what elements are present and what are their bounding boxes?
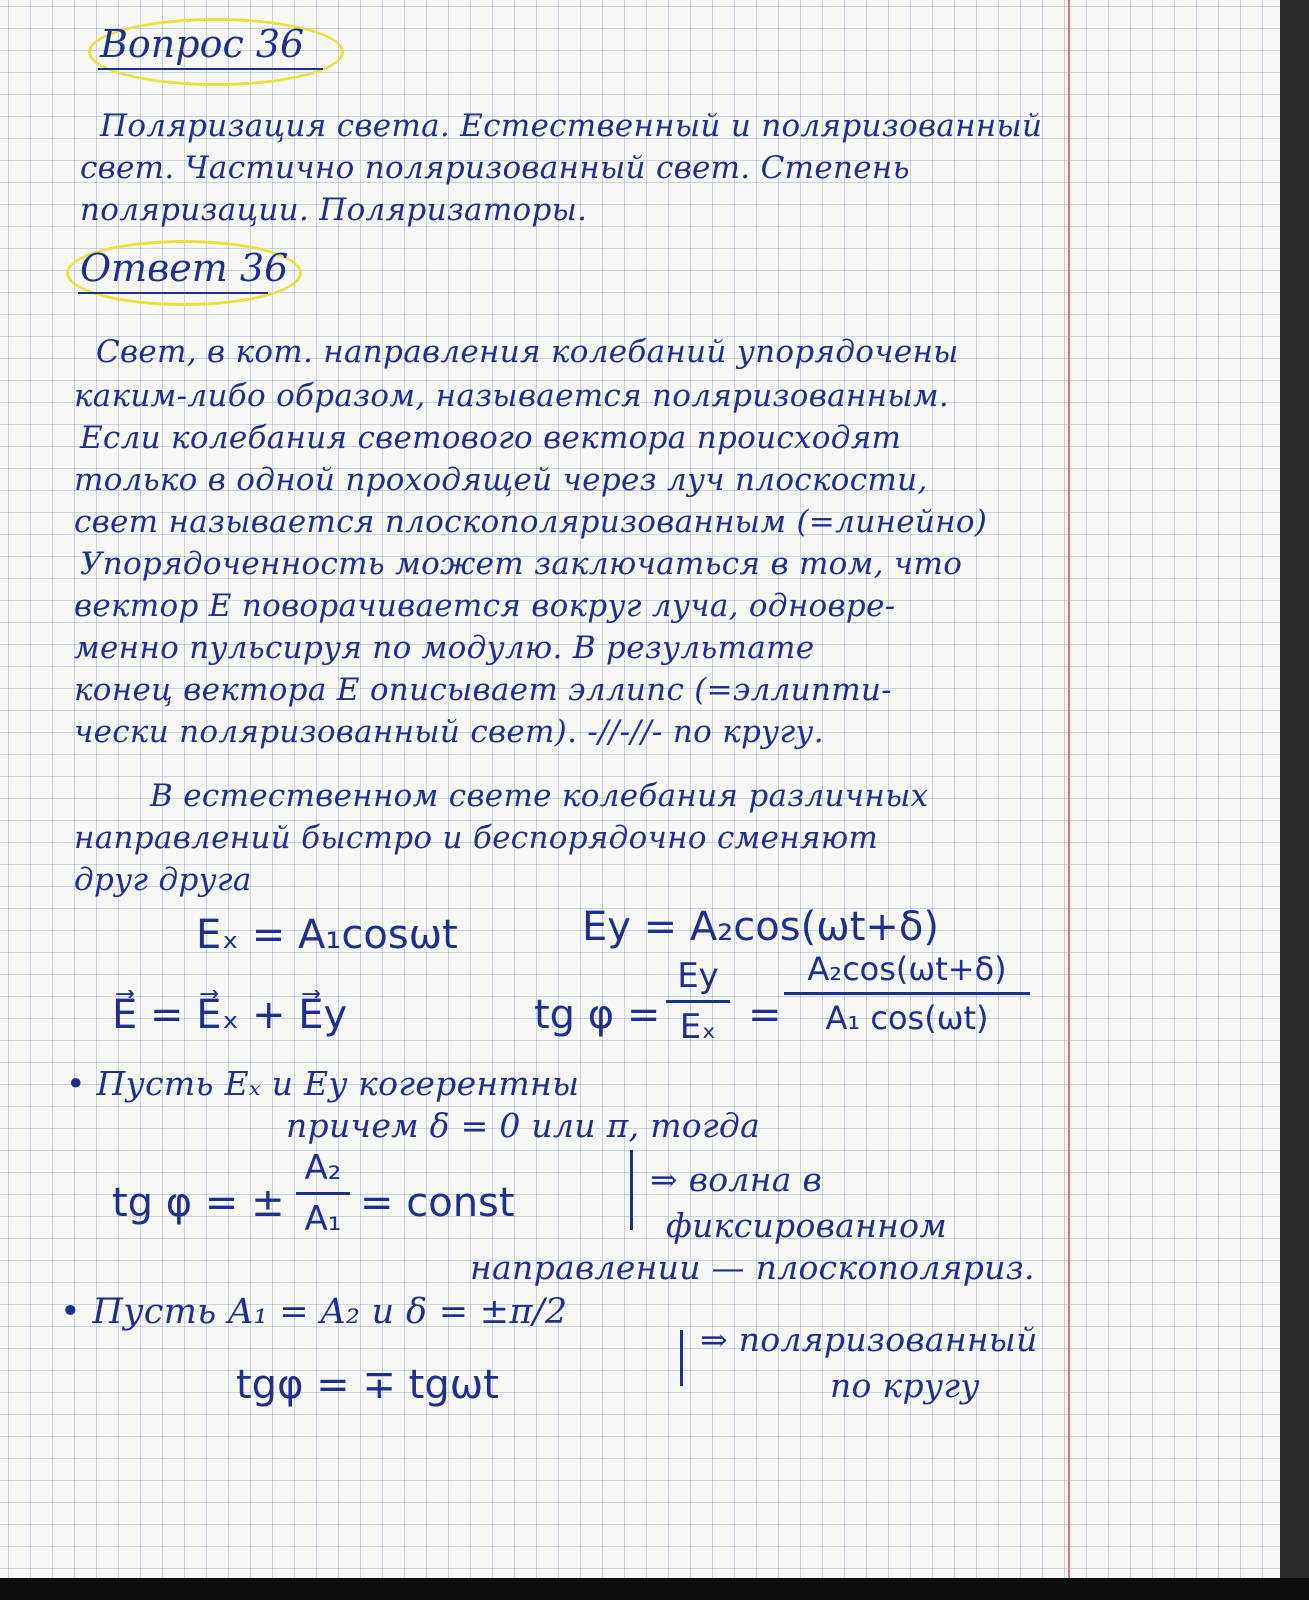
- answer-line-8: менно пульсируя по модулю. В результате: [74, 630, 815, 666]
- answer-line-9: конец вектора E описывает эллипс (=эллипти-: [74, 672, 892, 708]
- case1-fraction: [296, 1148, 350, 1239]
- question-line-3: поляризации. Поляризаторы.: [80, 192, 588, 228]
- question-heading: Вопрос 36: [100, 22, 305, 66]
- formula-equals: =: [748, 992, 782, 1038]
- case2-result-1: ⇒ поляризованный: [700, 1320, 1038, 1359]
- page-edge-bottom: [0, 1578, 1309, 1600]
- fraction-2-numerator: A₂cos(ωt+δ): [807, 950, 1007, 988]
- answer-line-5: свет называется плоскополяризованным (=линейно): [74, 504, 988, 540]
- case1-result-2: фиксированном: [666, 1206, 947, 1245]
- answer-line-2: каким-либо образом, называется поляризованным.: [74, 378, 949, 414]
- case1-numerator: A₂: [304, 1148, 342, 1188]
- fraction-1-numerator: Ey: [677, 956, 719, 996]
- fraction-2-bar: [784, 992, 1030, 995]
- formula-tg-fraction-2: [784, 950, 1030, 1037]
- case1-result-1: ⇒ волна в: [650, 1160, 823, 1199]
- fraction-1-bar: [666, 1000, 730, 1003]
- case1-denominator: A₁: [304, 1199, 342, 1239]
- fraction-1-denominator: Eₓ: [679, 1007, 717, 1047]
- case1-divider: [630, 1150, 633, 1230]
- case2-line-1: • Пусть A₁ = A₂ и δ = ±π/2: [60, 1292, 568, 1332]
- natural-light-line-3: друг друга: [74, 862, 252, 898]
- case2-tg: tgφ = ∓ tgωt: [236, 1362, 499, 1408]
- case1-const: = const: [360, 1180, 515, 1226]
- answer-heading-underline: [78, 292, 268, 294]
- answer-line-4: только в одной проходящей через луч плоскости,: [74, 462, 928, 498]
- natural-light-line-1: В естественном свете колебания различных: [150, 778, 929, 814]
- page-edge-right: [1280, 0, 1309, 1600]
- formula-ey: Ey = A₂cos(ωt+δ): [582, 904, 939, 950]
- case1-tg: tg φ = ±: [112, 1180, 285, 1226]
- question-heading-underline: [98, 68, 323, 70]
- fraction-2-denominator: A₁ cos(ωt): [825, 999, 989, 1037]
- answer-line-7: вектор E поворачивается вокруг луча, одновре-: [74, 588, 896, 624]
- answer-line-1: Свет, в кот. направления колебаний упорядочены: [96, 334, 959, 370]
- case1-line-1: • Пусть Eₓ и Ey когерентны: [66, 1064, 580, 1103]
- formula-tg-fraction-1: [666, 956, 730, 1047]
- answer-heading: Ответ 36: [80, 246, 289, 290]
- formula-ex: Eₓ = A₁cosωt: [196, 912, 458, 958]
- case1-result-3: направлении — плоскополяриз.: [470, 1248, 1035, 1287]
- answer-line-10: чески поляризованный свет). -//-//- по кругу.: [74, 714, 824, 750]
- case1-bar: [296, 1192, 350, 1195]
- formula-tg-left: tg φ =: [534, 992, 661, 1038]
- natural-light-line-2: направлений быстро и беспорядочно сменяют: [74, 820, 879, 856]
- margin-line: [1068, 0, 1070, 1578]
- formula-vector-sum: E⃗ = E⃗ₓ + E⃗y: [112, 992, 348, 1038]
- question-line-2: свет. Частично поляризованный свет. Степень: [80, 150, 910, 186]
- case2-result-2: по кругу: [830, 1366, 980, 1405]
- answer-line-3: Если колебания светового вектора происходят: [80, 420, 902, 456]
- answer-line-6: Упорядоченность может заключаться в том, что: [80, 546, 963, 582]
- case1-line-2: причем δ = 0 или π, тогда: [286, 1106, 761, 1145]
- question-line-1: Поляризация света. Естественный и поляризованный: [100, 108, 1043, 144]
- case2-divider: [680, 1330, 683, 1386]
